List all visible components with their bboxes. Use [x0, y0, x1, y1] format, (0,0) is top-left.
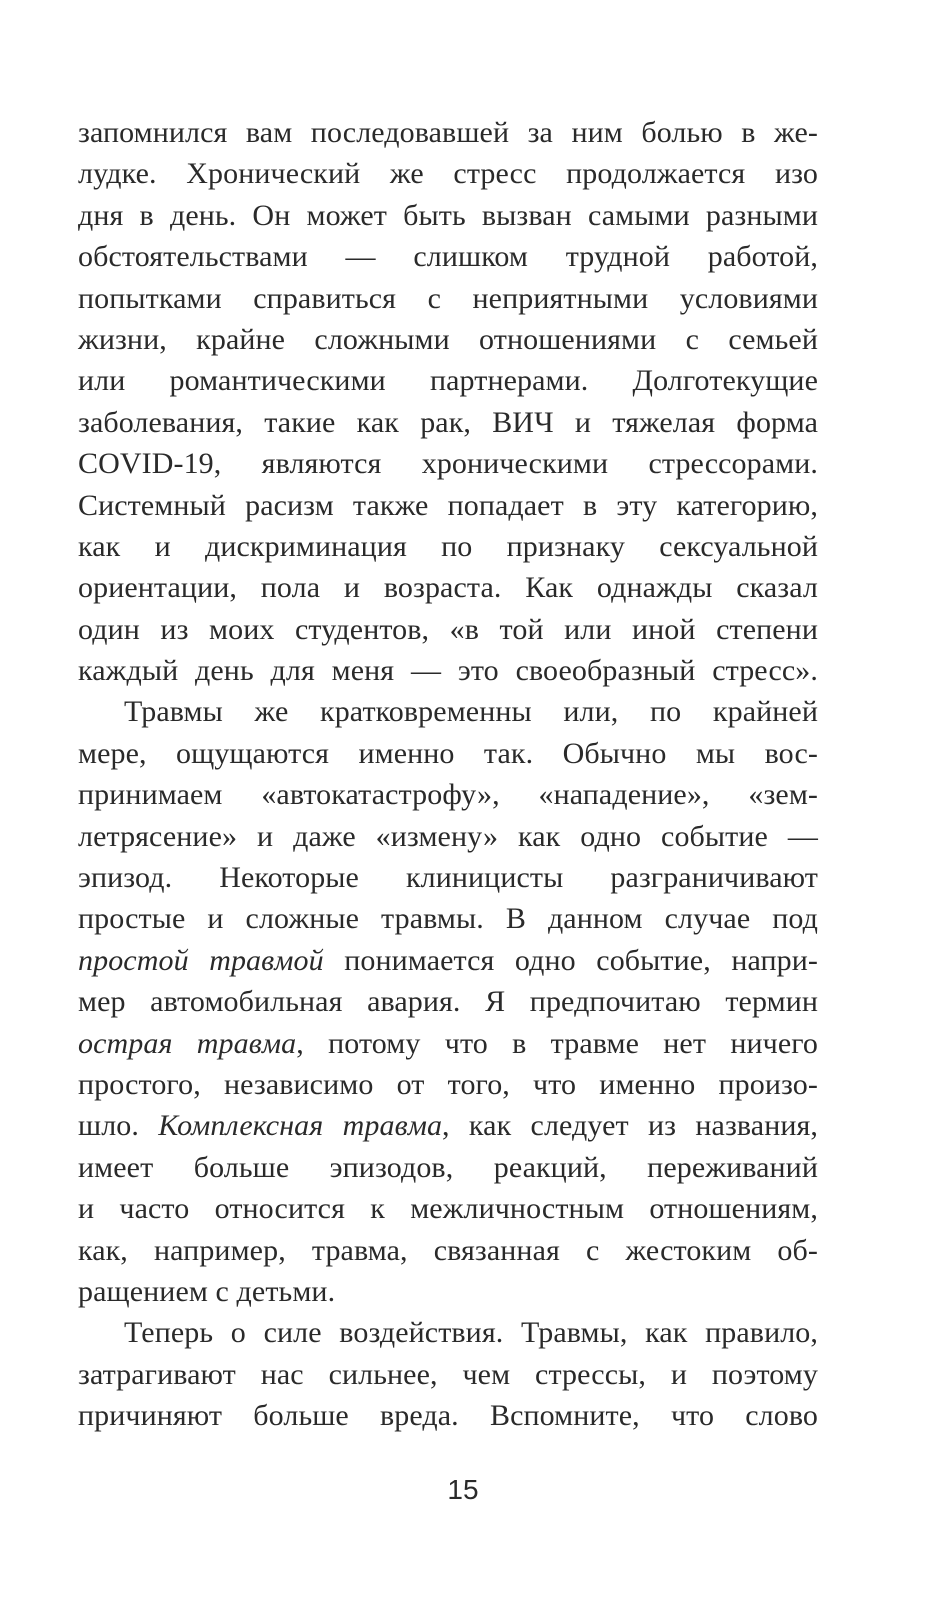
- text-line: заболевания, такие как рак, ВИЧ и тяжелая форма: [78, 405, 818, 439]
- text-line: имеет больше эпизодов, реакций, переживаний: [78, 1150, 818, 1184]
- text-run: , потому что в травме нет ничего: [296, 1026, 819, 1060]
- text-run: понимается одно событие, напри-: [323, 943, 818, 977]
- text-run: шло.: [78, 1109, 159, 1143]
- text-line: простые и сложные травмы. В данном случае под: [78, 902, 818, 936]
- text-line: и часто относится к межличностным отношениям,: [78, 1192, 818, 1226]
- text-line: эпизод. Некоторые клиницисты разграничивают: [78, 861, 818, 895]
- page-number: 15: [447, 1474, 479, 1505]
- italic-term: простой травмой: [78, 943, 324, 977]
- text-line: мер автомобильная авария. Я предпочитаю термин: [78, 985, 818, 1019]
- text-line: дня в день. Он может быть вызван самыми разными: [78, 198, 818, 232]
- paragraph-first-line: Травмы же кратковременны или, по крайней: [124, 695, 818, 729]
- text-line: попытками справиться с неприятными условиями: [78, 281, 818, 315]
- text-line: [78, 1023, 818, 1064]
- italic-term: Комплексная травма: [158, 1109, 443, 1143]
- text-line: обстоятельствами — слишком трудной работой,: [78, 240, 818, 274]
- text-line: Системный расизм также попадает в эту категорию,: [78, 488, 818, 522]
- text-line: как и дискриминация по признаку сексуальной: [78, 529, 818, 563]
- text-line: ориентации, пола и возраста. Как однажды сказал: [78, 571, 818, 605]
- text-line: затрагивают нас сильнее, чем стрессы, и поэтому: [78, 1357, 818, 1391]
- text-line: запомнился вам последовавшей за ним болью в же-: [78, 116, 818, 149]
- paragraph-first-line: Теперь о силе воздействия. Травмы, как правило,: [124, 1316, 818, 1350]
- text-line: причиняют больше вреда. Вспомните, что слово: [78, 1399, 818, 1433]
- text-line: принимаем «автокатастрофу», «нападение», «зем-: [78, 778, 818, 812]
- body-text: [78, 112, 818, 1437]
- text-line: мере, ощущаются именно так. Обычно мы вос-: [78, 736, 818, 770]
- text-line: [78, 940, 818, 981]
- text-line: [78, 1105, 818, 1146]
- text-line: лудке. Хронический же стресс продолжается изо: [78, 157, 818, 191]
- italic-term: острая травма: [78, 1026, 297, 1060]
- text-line: каждый день для меня — это своеобразный стресс».: [78, 654, 818, 688]
- text-line: как, например, травма, связанная с жестоким об-: [78, 1233, 818, 1267]
- text-line: летрясение» и даже «измену» как одно событие —: [78, 819, 818, 853]
- text-line: жизни, крайне сложными отношениями с семьей: [78, 322, 818, 356]
- text-line: простого, независимо от того, что именно произо-: [78, 1067, 818, 1101]
- text-line: или романтическими партнерами. Долготекущие: [78, 364, 818, 398]
- text-run: , как следует из названия,: [442, 1109, 819, 1143]
- text-line: ращением с детьми.: [78, 1274, 336, 1308]
- text-line: один из моих студентов, «в той или иной степени: [78, 612, 818, 646]
- text-line: COVID-19, являются хроническими стрессорами.: [78, 447, 818, 481]
